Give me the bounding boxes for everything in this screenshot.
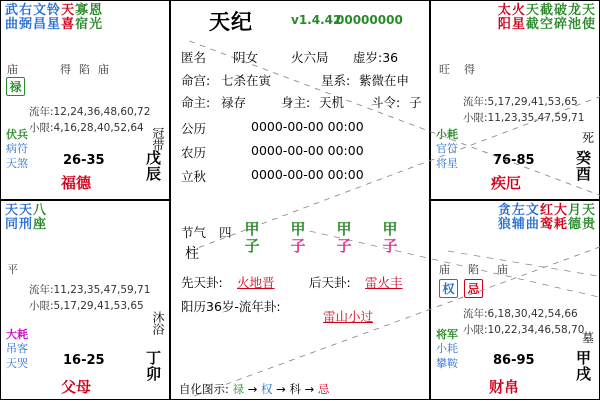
star-item: 天 喜 (61, 3, 75, 33)
pillar-hour: 甲 子 (382, 220, 398, 256)
star-item: 八 座 (33, 203, 47, 233)
star-item: 天 刑 (19, 203, 33, 233)
palace-years: 流年:11,23,35,47,59,71 小限:5,17,29,41,53,65 (29, 284, 151, 312)
info-douling-value: 子 (409, 95, 422, 110)
legend-item-quan: 权 (260, 382, 273, 396)
star-item: 大 耗 (553, 203, 567, 233)
palace-star-list (5, 4, 165, 32)
info-minggong-value: 七杀在寅 (221, 73, 272, 88)
info-anonymous-label: 匿名 (181, 50, 207, 65)
transform-legend: 自化图示: 禄 → 权 → 科 → 忌 (179, 382, 330, 396)
liunian-gua-label: 阳历36岁-流年卦: (181, 299, 281, 314)
palace-stage-label: 死 (581, 131, 594, 145)
star-item: 火 星 (511, 3, 525, 33)
houtian-gua-value[interactable]: 雷火丰 (365, 275, 403, 290)
transform-badge-ji[interactable]: 忌 (464, 279, 483, 298)
pillar-label: 柱 (185, 246, 199, 262)
palace-name[interactable]: 财帛 (489, 378, 520, 396)
legend-item-ji: 忌 (317, 382, 330, 396)
star-item: 天 截 (525, 3, 539, 33)
xiantian-gua-value[interactable]: 火地晋 (237, 275, 275, 290)
app-title: 天纪 (209, 10, 253, 34)
palace-age-range: 26-35 (63, 153, 105, 168)
palace-age-range: 86-95 (493, 353, 535, 368)
info-gregorian-value: 0000-00-00 00:00 (251, 119, 364, 134)
legend-item-lu: 禄 (232, 382, 245, 396)
palace-bottom-right[interactable] (430, 200, 600, 400)
palace-brightness-row: 庙 陷 庙 (439, 263, 508, 276)
star-item: 破 碎 (553, 3, 567, 33)
info-gender: 阴女 (233, 50, 259, 65)
info-starsystem-label: 星系: (321, 73, 351, 88)
palace-age-range: 16-25 (63, 353, 105, 368)
palace-stem-branch: 戊 辰 (145, 149, 161, 183)
pillar-year: 甲 子 (244, 220, 260, 256)
palace-age-range: 76-85 (493, 153, 535, 168)
star-item: 红 鸾 (539, 203, 553, 233)
palace-left-tags: 伏兵 病符 天煞 (6, 128, 28, 170)
palace-bottom-left[interactable] (0, 200, 170, 400)
info-jieqi-label: 节气 (181, 225, 207, 240)
palace-brightness-row: 平 (7, 263, 18, 276)
info-jieqi-value: 四 (219, 225, 232, 240)
info-lunar-value: 0000-00-00 00:00 (251, 143, 364, 158)
star-item: 右 弼 (19, 3, 33, 33)
palace-left-tags: 小耗 官符 将星 (436, 128, 458, 170)
star-item: 截 空 (539, 3, 553, 33)
palace-top-left[interactable] (0, 0, 170, 200)
info-bureau: 火六局 (291, 50, 329, 65)
palace-left-tags: 大耗 吊客 天哭 (6, 328, 28, 370)
palace-transform-row (439, 279, 483, 298)
star-item: 武 曲 (5, 3, 19, 33)
info-starsystem-value: 紫微在申 (359, 73, 410, 88)
star-item: 天 使 (581, 3, 595, 33)
star-item: 天 贵 (581, 203, 595, 233)
pillar-day: 甲 子 (336, 220, 352, 256)
legend-label: 自化图示: (179, 382, 229, 396)
palace-years: 流年:6,18,30,42,54,66 小限:10,22,34,46,58,70 (463, 308, 585, 336)
palace-stage-label: 冠带 (150, 127, 165, 151)
info-minggong-label: 命宫: (181, 73, 211, 88)
palace-stem-branch: 甲 戌 (575, 349, 591, 383)
palace-left-tags: 将军 小耗 攀鞍 (436, 328, 458, 370)
legend-item-ke: 科 (289, 382, 301, 396)
palace-stage-label: 沐浴 (151, 311, 165, 335)
palace-years: 流年:12,24,36,48,60,72 小限:4,16,28,40,52,64 (29, 106, 151, 134)
star-item: 龙 池 (567, 3, 581, 33)
star-item: 太 阳 (497, 3, 511, 33)
info-shenzhu-label: 身主: (281, 95, 311, 110)
transform-badge-quan[interactable]: 权 (439, 279, 458, 298)
palace-brightness-row: 旺 得 (439, 63, 475, 76)
palace-star-list (435, 4, 595, 32)
star-item: 月 德 (567, 203, 581, 233)
star-item: 左 辅 (511, 203, 525, 233)
star-item: 贪 狼 (497, 203, 511, 233)
palace-stem-branch: 丁 卯 (145, 349, 161, 383)
info-nominal-age: 虚岁:36 (353, 50, 399, 65)
app-version: v1.4.42 (291, 13, 342, 27)
center-info-panel (170, 0, 430, 400)
liunian-gua-value[interactable]: 雷山小过 (323, 309, 374, 324)
star-item: 寡 宿 (75, 3, 89, 33)
palace-brightness-row: 庙 得 陷 庙 (7, 63, 109, 76)
palace-stage-label: 墓 (581, 331, 594, 345)
star-item: 铃 星 (47, 3, 61, 33)
palace-star-list (435, 204, 595, 232)
info-mingzhu-value: 禄存 (221, 95, 247, 110)
palace-years: 流年:5,17,29,41,53,65 小限:11,23,35,47,59,71 (463, 96, 585, 124)
xiantian-gua-label: 先天卦: (181, 275, 223, 290)
palace-transform-row (6, 77, 25, 96)
info-douling-label: 斗令: (371, 95, 401, 110)
app-serial: 00000000 (336, 13, 403, 27)
four-pillars (229, 221, 413, 256)
star-item: 天 同 (5, 203, 19, 233)
houtian-gua-label: 后天卦: (309, 275, 351, 290)
info-solarterm-value: 0000-00-00 00:00 (251, 167, 364, 182)
palace-star-list (5, 204, 165, 232)
star-item: 文 曲 (525, 203, 539, 233)
info-shenzhu-value: 天机 (319, 95, 345, 110)
palace-stem-branch: 癸 酉 (575, 149, 591, 183)
info-mingzhu-label: 命主: (181, 95, 211, 110)
info-solarterm-label: 立秋 (181, 169, 207, 184)
info-gregorian-label: 公历 (181, 121, 207, 136)
info-lunar-label: 农历 (181, 145, 207, 160)
star-item: 恩 光 (89, 3, 103, 33)
pillar-month: 甲 子 (290, 220, 306, 256)
star-item: 文 昌 (33, 3, 47, 33)
palace-name[interactable]: 父母 (61, 378, 92, 396)
palace-name[interactable]: 福德 (61, 174, 92, 192)
palace-name[interactable]: 疾厄 (491, 174, 522, 192)
transform-badge-lu[interactable]: 禄 (6, 77, 25, 96)
palace-top-right[interactable] (430, 0, 600, 200)
